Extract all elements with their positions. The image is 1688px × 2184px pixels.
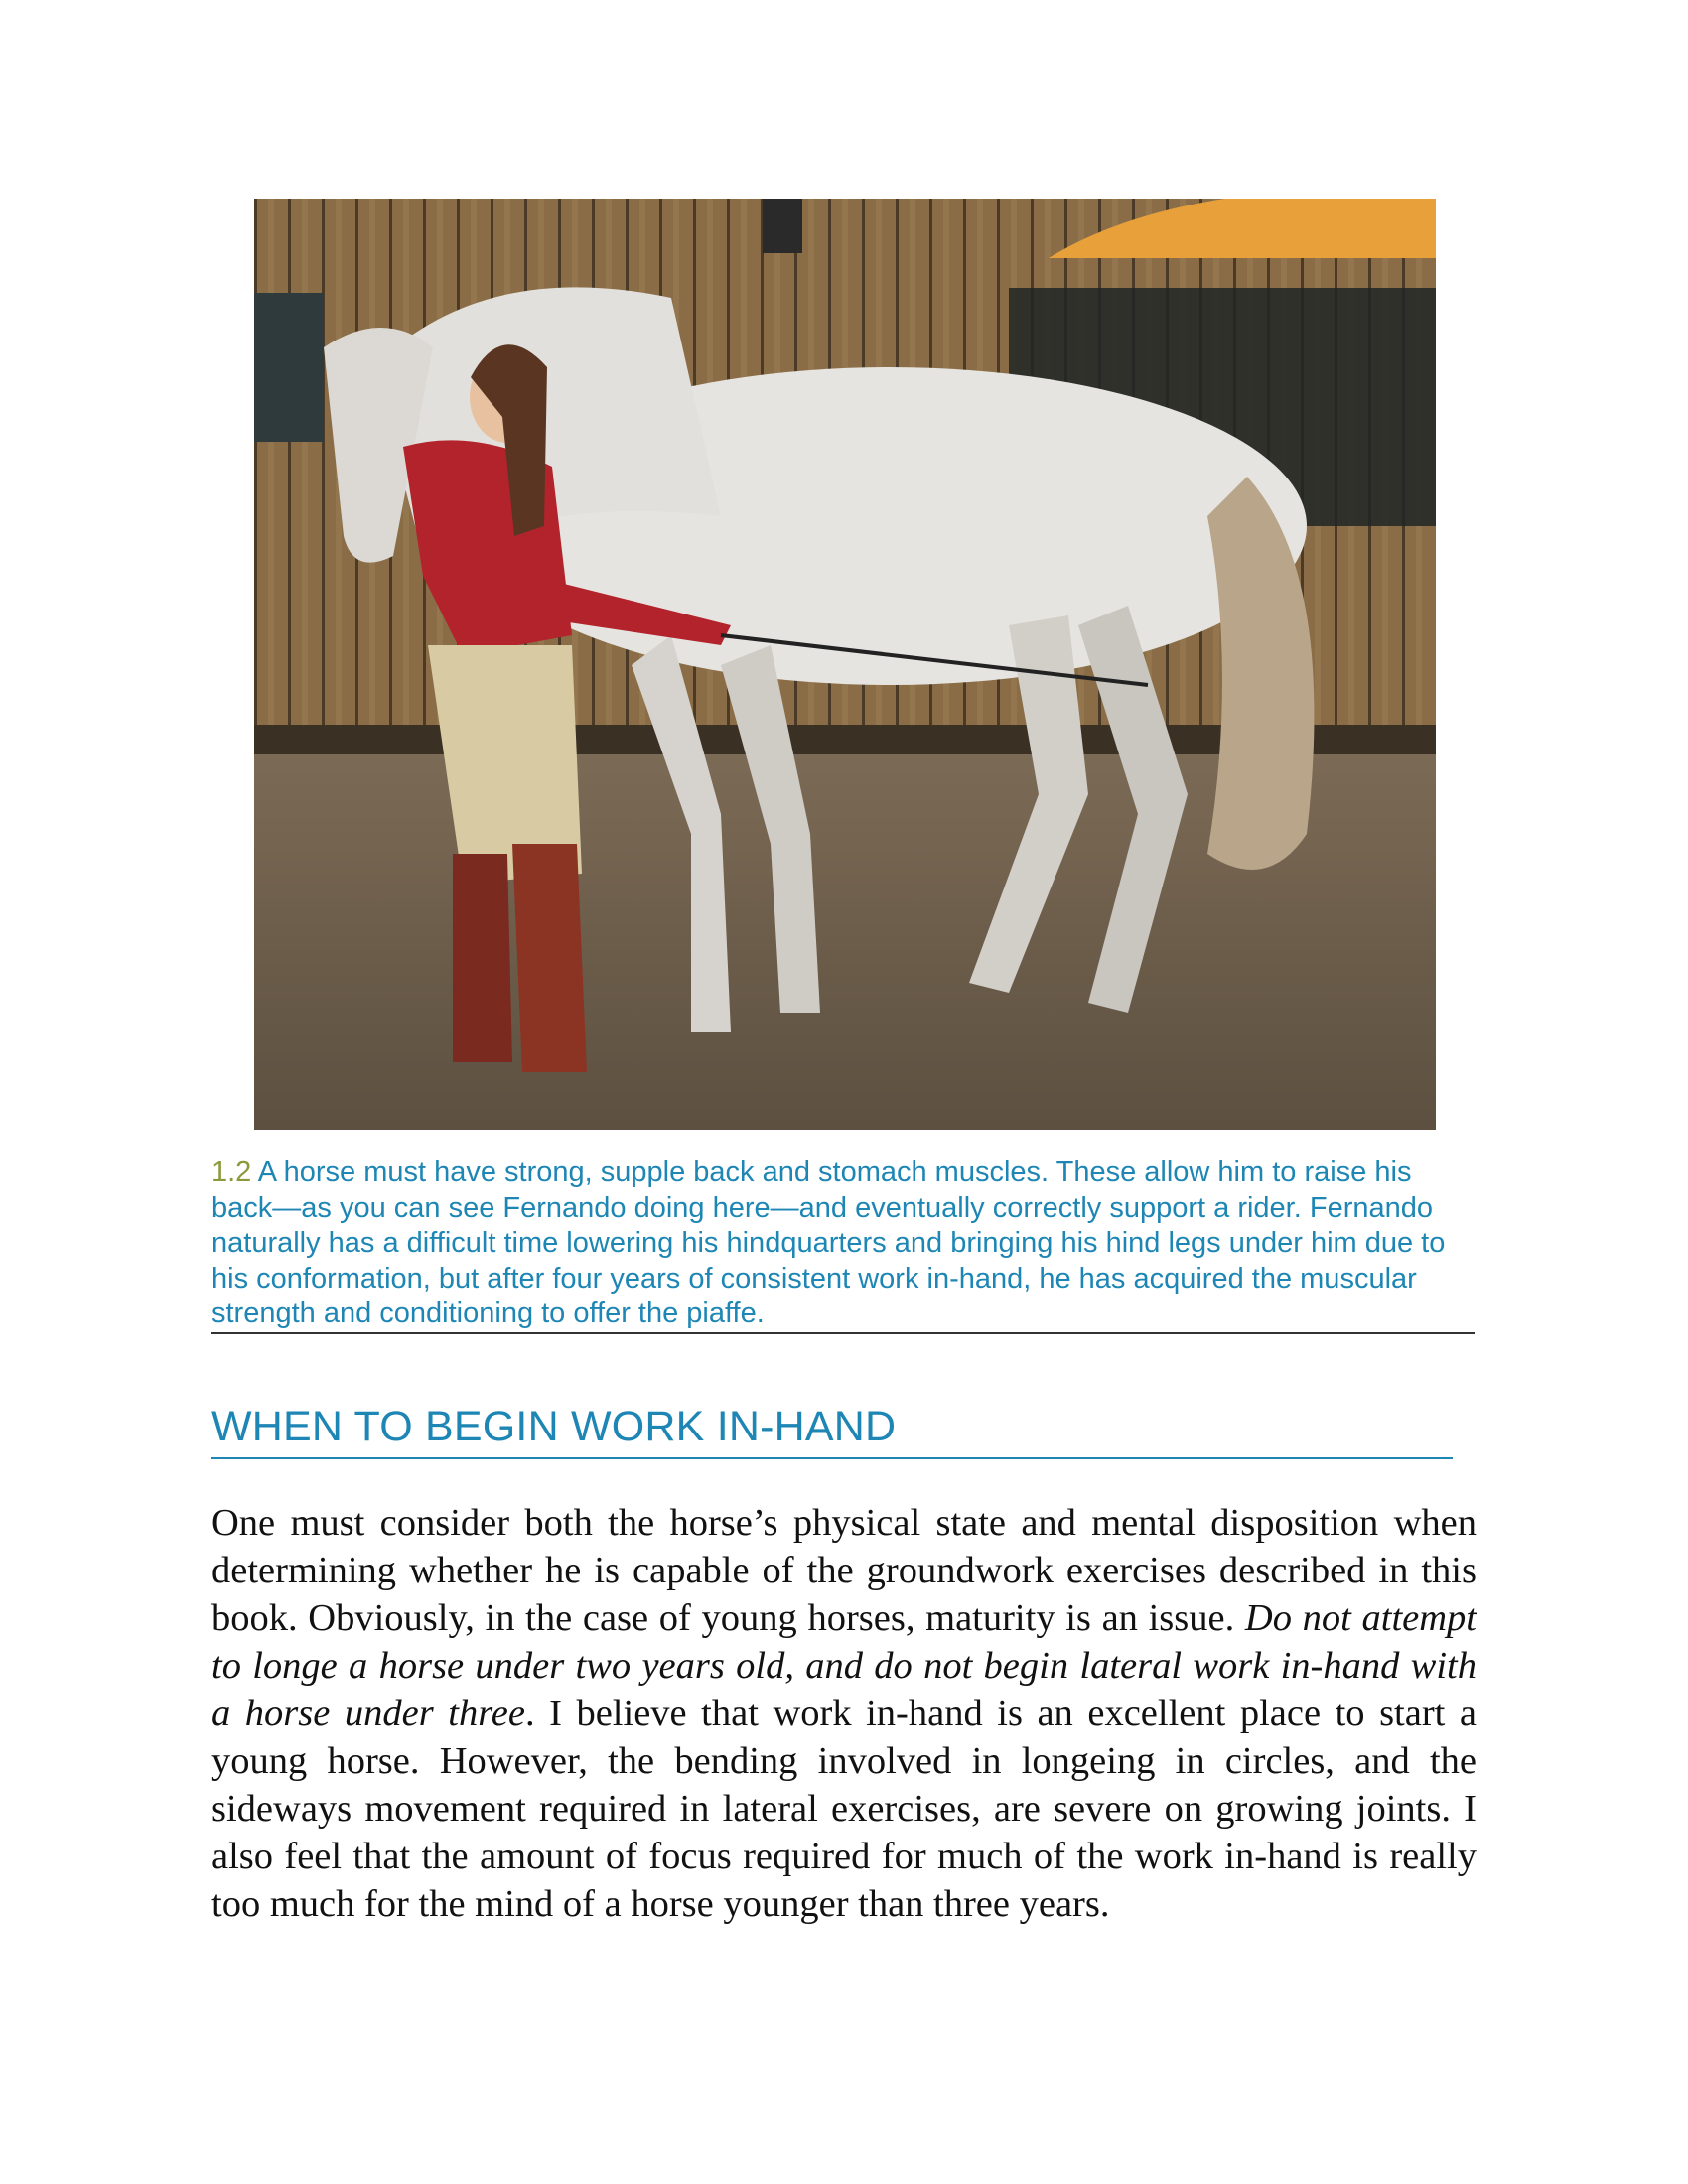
body-text-part-1: One must consider both the horse’s physical state and mental disposition when determining whether he is capable of the groundwork exercises described in this book. Obviously, in the case of young horses, maturity is an issue.: [211, 1502, 1477, 1639]
section-heading: WHEN TO BEGIN WORK IN-HAND: [211, 1403, 897, 1450]
figure-number: 1.2: [211, 1157, 252, 1188]
figure-caption: [211, 1156, 1473, 1332]
horse-photo: [254, 199, 1436, 1130]
body-text-italic: Do not attempt to longe a horse under two years old, and do not begin lateral work in-hand with a horse under three: [211, 1597, 1477, 1734]
heading-underline: [211, 1457, 1453, 1459]
body-text-part-2: . I believe that work in-hand is an excellent place to start a young horse. However, the bending involved in longeing in circles, and the sideways movement required in lateral exercises, are severe on growing joints. I also feel that the amount of focus required for much of the work in-hand is really too much for the mind of a horse younger than three years.: [211, 1693, 1477, 1925]
figure-caption-text: A horse must have strong, supple back and stomach muscles. These allow him to raise his back—as you can see Fernando doing here—and eventually correctly support a rider. Fernando naturally has a difficult time lowering his hindquarters and bringing his hind legs under him due to his conformation, but after four years of consistent work in-hand, he has acquired the muscular strength and conditioning to offer the piaffe.: [211, 1157, 1446, 1329]
body-paragraph: [211, 1499, 1477, 1928]
caption-divider: [211, 1332, 1475, 1334]
